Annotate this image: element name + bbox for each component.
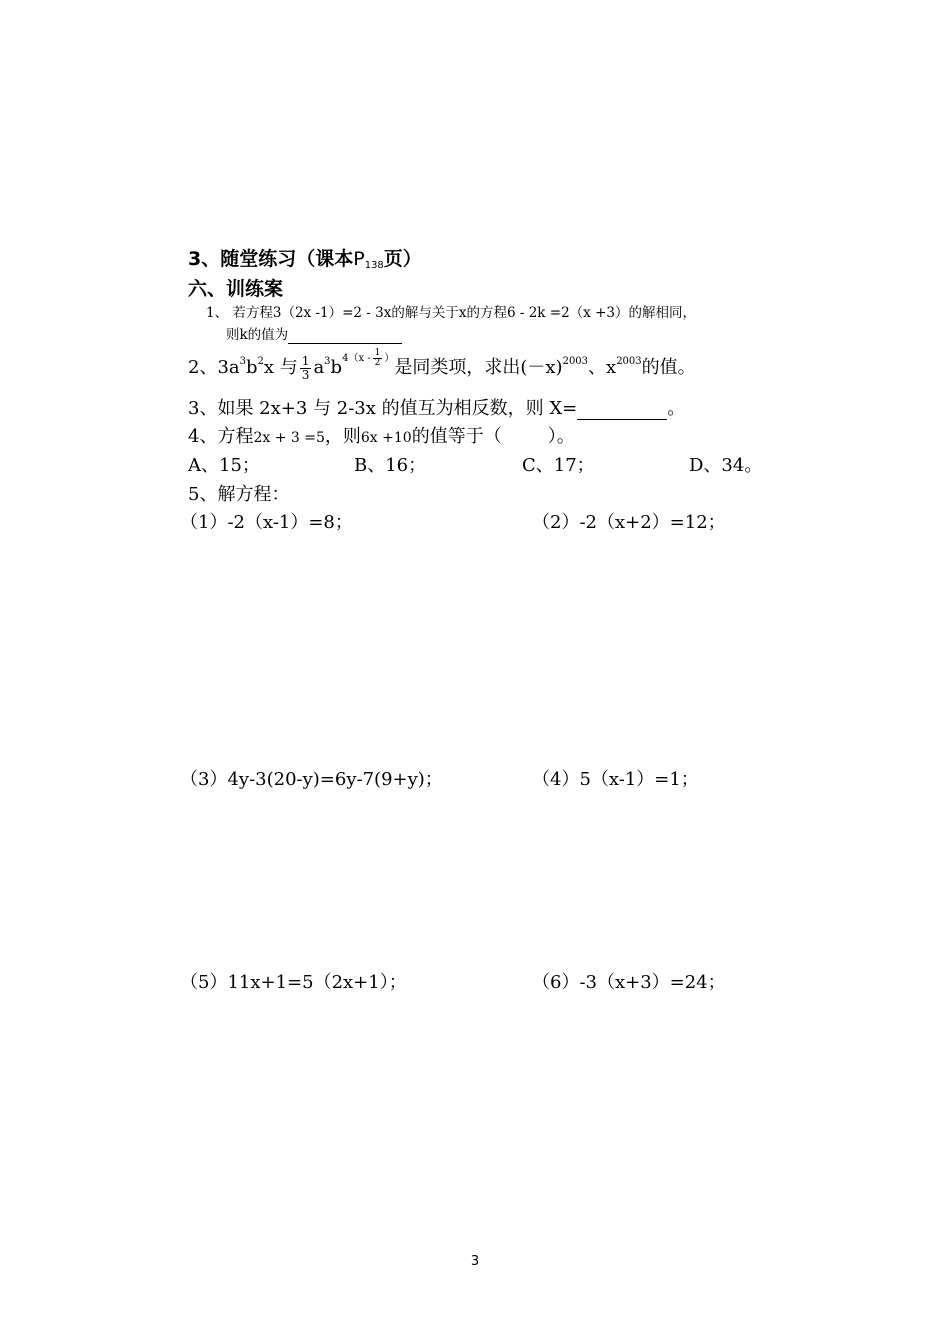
- question-2: 2、$3a^3b^2x$ 与 $\frac{1}{3}$ $a^3b^{4(x - \frac{1}{2} )}$是同类项，求出$(-x)^{2003}$、$x^{2003}$的值。: [188, 348, 696, 382]
- option-b: B、16；: [354, 455, 427, 476]
- option-d: D、34。: [689, 455, 763, 476]
- option-a: A、15；: [188, 455, 260, 476]
- exponent-expression: 4（x - 1 2 ）: [342, 348, 395, 368]
- answer-blank[interactable]: [577, 398, 667, 420]
- equation-6: （6）-3（x+3）=24；: [532, 972, 726, 993]
- equation-3: （3）4y-3(20-y)=6y-7(9+y)；: [180, 769, 443, 790]
- question-4: 4、方程2x + 3 =5，则6x +10的值等于（ ）。: [188, 426, 575, 447]
- equation-2: （2）-2（x+2）=12；: [532, 512, 726, 533]
- fraction-one-third: $\frac{1}{3}$: [301, 353, 310, 382]
- question-5-title: 5、解方程：: [188, 484, 290, 505]
- section-training-heading: 六、训练案: [188, 278, 284, 300]
- question-3: 3、如果 2x+3 与 2-3x 的值互为相反数，则 X= 。: [188, 398, 686, 419]
- section-practice-heading: 3、随堂练习（课本$P_{138}$页）: [188, 248, 422, 271]
- question-1-line-1: 1、 若方程3（2x -1）=2 - 3x的解与关于x的方程6 - 2k =2（x +3）的解相同，: [206, 305, 696, 321]
- answer-blank[interactable]: [288, 327, 402, 344]
- equation-5: （5）11x+1=5（2x+1）；: [180, 972, 407, 993]
- equation-1: （1）-2（x-1）=8；: [180, 512, 353, 533]
- option-c: C、17；: [522, 455, 595, 476]
- page-number: 3: [470, 1254, 480, 1269]
- question-1-line-2: 则k的值为: [226, 323, 402, 344]
- equation-4: （4）5（x-1）=1；: [532, 769, 699, 790]
